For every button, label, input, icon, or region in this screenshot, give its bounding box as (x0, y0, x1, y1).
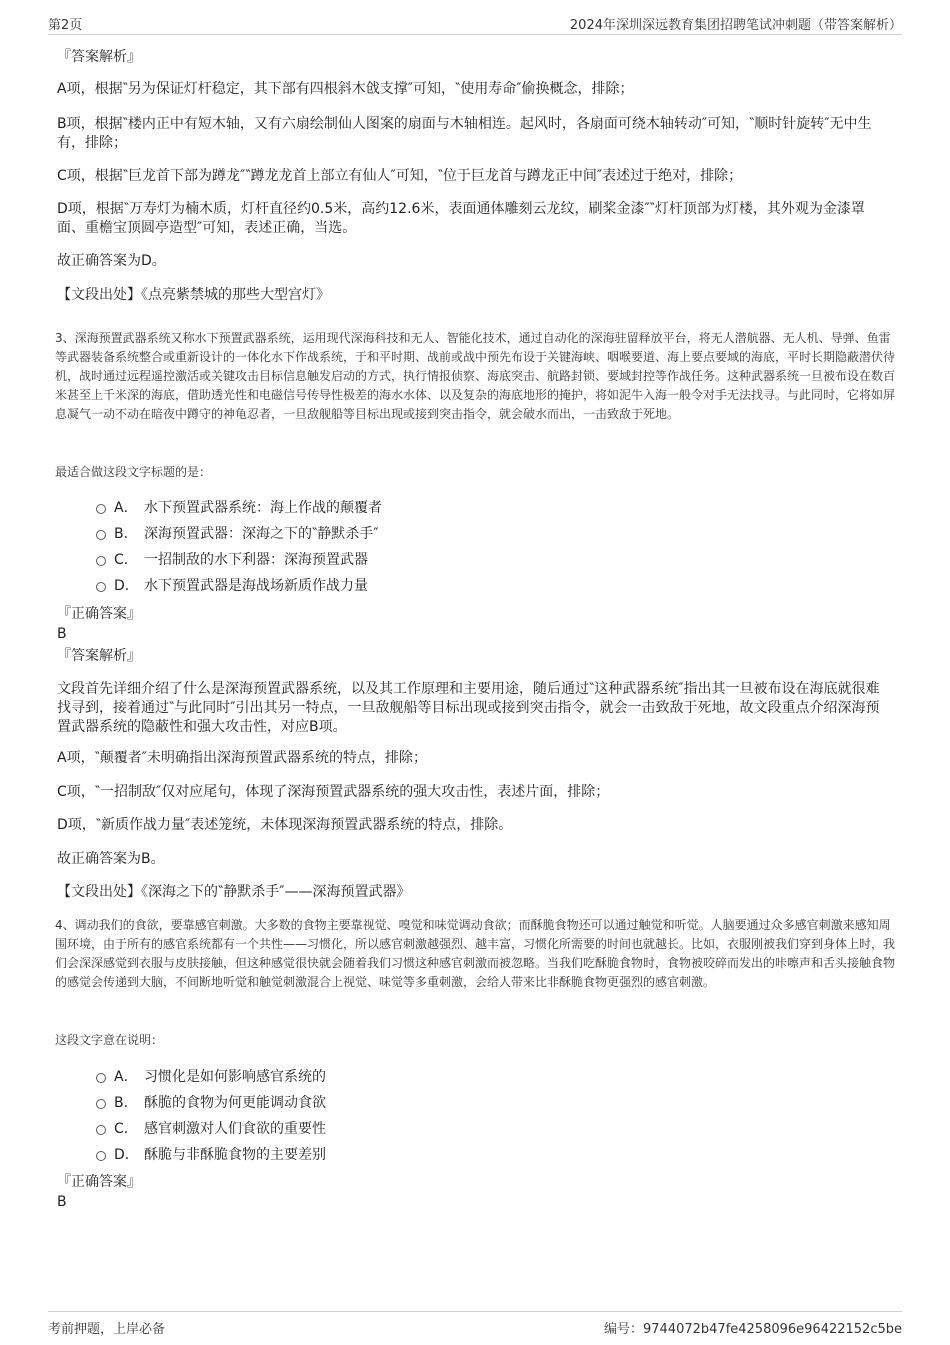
page-header (48, 14, 902, 35)
q4-answer-label: 『正确答案』 (57, 1174, 141, 1190)
radio-icon[interactable] (96, 556, 106, 566)
q3-analysis-d: D项，‶新质作战力量″表述笼统，未体现深海预置武器系统的特点，排除。 (57, 817, 513, 833)
footer-slogan: 考前押题，上岸必备 (48, 1322, 166, 1337)
q3-analysis-c: C项，‶一招制敌″仅对应尾句，体现了深海预置武器系统的强大攻击性，表述片面，排除； (57, 784, 610, 800)
document-code: 编号：9744072b47fe4258096e96422152c5be (604, 1322, 902, 1337)
q3-passage: 3、深海预置武器系统又称水下预置武器系统，运用现代深海科技和无人、智能化技术，通过自动化的深海驻留释放平台，将无人潜航器、无人机、导弹、鱼雷等武器装备系统整合或重新设计的一体化水下作战系统，于和平时期、战前或战中预先布设于关键海峡、咽喉要道、海上要点要域的海底，平时长期隐蔽潜伏待机，战时通过远程遥控激活或关键攻击目标信息触发启动的方式，执行情报侦察、海底突击、航路封锁、要域封控等作战任务。这种武器系统一旦被布设在数百米甚至上千米深的海底，借助透光性和电磁信号传导性极差的海水水体、以及复杂的海底地形的掩护，将如泥牛入海一般令对手无法找寻。与此同时，它将如屏息凝气一动不动在暗夜中蹲守的神龟忍者，一旦敌舰船等目标出现或接到突击指令，就会破水而出，一击致敌于死地。 (55, 331, 896, 421)
q2-analysis-label: 『答案解析』 (57, 49, 141, 65)
q3-answer: B (57, 626, 67, 642)
q3-source: 【文段出处】《深海之下的‶静默杀手″——深海预置武器》 (57, 884, 411, 900)
q3-analysis-a: A项，‶颠覆者″未明确指出深海预置武器系统的特点，排除； (57, 750, 428, 766)
q3-question: 最适合做这段文字标题的是： (55, 465, 212, 479)
q3-analysis-label: 『答案解析』 (57, 648, 141, 664)
radio-icon[interactable] (96, 504, 106, 514)
page-footer (48, 1311, 902, 1336)
q4-answer: B (57, 1194, 67, 1210)
page-number: 第2页 (48, 18, 83, 33)
radio-icon[interactable] (96, 1151, 106, 1161)
q2-source: 【文段出处】《点亮紫禁城的那些大型宫灯》 (57, 287, 330, 303)
q2-analysis-a: A项，根据‶另为保证灯杆稳定，其下部有四根斜木戗支撑″可知，‶使用寿命″偷换概念，排除； (57, 81, 634, 97)
q2-analysis-d: D项，根据‶万寿灯为楠木质，灯杆直径约0.5米，高约12.6米，表面通体雕刻云龙纹，刷桨金漆″‶灯杆顶部为灯楼，其外观为金漆罩面、重檐宝顶圆亭造型″可知，表述正确，当选。 (57, 201, 865, 236)
q2-conclusion: 故正确答案为D。 (57, 253, 166, 269)
radio-icon[interactable] (96, 1125, 106, 1135)
document-title: 2024年深圳深远教育集团招聘笔试冲刺题（带答案解析） (569, 18, 902, 33)
radio-icon[interactable] (96, 1099, 106, 1109)
q3-analysis-text: 文段首先详细介绍了什么是深海预置武器系统，以及其工作原理和主要用途，随后通过‶这种武器系统″指出其一旦被布设在海底就很难找寻到，接着通过‶与此同时″引出其另一特点，一旦敌舰船等目标出现或接到突击指令，就会一击致敌于死地，故文段重点介绍深海预置武器系统的隐蔽性和强大攻击性，对应B项。 (57, 681, 880, 735)
q3-answer-label: 『正确答案』 (57, 606, 141, 622)
q2-analysis-c: C项，根据‶巨龙首下部为蹲龙″‶蹲龙龙首上部立有仙人″可知，‶位于巨龙首与蹲龙正中间″表述过于绝对，排除； (57, 168, 743, 184)
q3-conclusion: 故正确答案为B。 (57, 851, 165, 867)
radio-icon[interactable] (96, 1073, 106, 1083)
radio-icon[interactable] (96, 530, 106, 540)
radio-icon[interactable] (96, 582, 106, 592)
q2-analysis-b: B项，根据‶楼内正中有短木轴，又有六扇绘制仙人图案的扇面与木轴相连。起风时，各扇面可绕木轴转动″可知，‶顺时针旋转″无中生有，排除； (57, 116, 872, 151)
q4-question: 这段文字意在说明： (55, 1033, 164, 1047)
q4-passage: 4、调动我们的食欲，要靠感官刺激。大多数的食物主要靠视觉、嗅觉和味觉调动食欲；而酥脆食物还可以通过触觉和听觉。人脑要通过众多感官刺激来感知周围环境，由于所有的感官系统都有一个共性——习惯化，所以感官刺激越强烈、越丰富，习惯化所需要的时间也就越长。比如，衣服刚被我们穿到身体上时，我们会深深感觉到衣服与皮肤接触，但这种感觉很快就会随着我们习惯这种感官刺激而被忽略。当我们吃酥脆食物时，食物被咬碎而发出的咔嚓声和舌头接触食物的感觉会传递到大脑，不间断地听觉和触觉刺激混合上视觉、味觉等多重刺激，会给人带来比非酥脆食物更强烈的感官刺激。 (55, 918, 896, 989)
